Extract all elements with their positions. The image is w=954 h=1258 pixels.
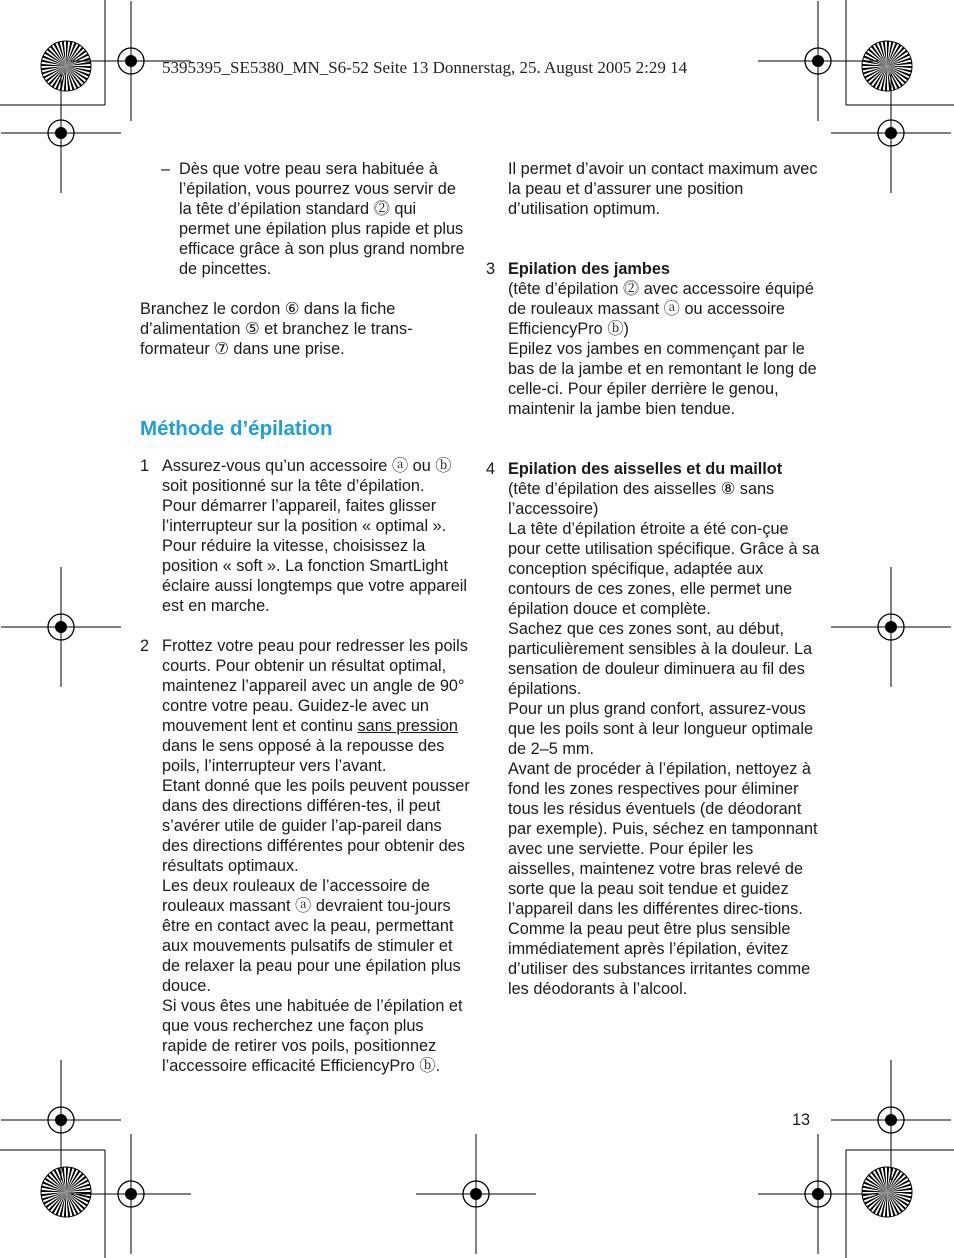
step-2-line-4: Si vous êtes une habituée de l’épilation et que vous recherchez une façon plus rapide de retirer vos poils, positionnez l’accessoire efficacité EfficiencyPro ⓑ.: [162, 997, 463, 1075]
print-slug: 5395395_SE5380_MN_S6-52 Seite 13 Donnerstag, 25. August 2005 2:29 14: [162, 58, 688, 77]
star-target-spoke: [64, 66, 66, 91]
star-target-spoke: [66, 1167, 68, 1192]
step-4-line-6: Comme la peau peut être plus sensible immédiatement après l’épilation, évitez d’utiliser des substances irritantes comme les déodorants à l’alcool.: [508, 920, 811, 998]
step-4-line-3: Sachez que ces zones sont, au début, particulièrement sensibles à la douleur. La sensation de douleur diminuera au fil des épilations.: [508, 620, 813, 698]
list-item: [140, 159, 470, 279]
step-number: 3: [486, 260, 496, 278]
step-4-line-2: La tête d’épilation étroite a été con-çue pour cette utilisation spécifique. Grâce à sa conception spécifique, adaptée aux contours de ces zones, elle permet une épilation douce et complète.: [508, 520, 820, 618]
step-4-line-5: Avant de procéder à l’épilation, nettoyez à fond les zones respectives pour éliminer tous les résidus éventuels (de déodorant par exemple). Puis, séchez en tamponnant avec une serviette. Pour épiler les aisselles, maintenez votre bras relevé de sorte que la peau soit tendue et guidez l’appareil dans les différentes direc-tions.: [508, 760, 818, 918]
plug-paragraph: Branchez le cordon ⑥ dans la fiche d’alimentation ⑤ et branchez le trans-formateur ⑦ dans une prise.: [140, 300, 413, 358]
step-2-text-b: dans le sens opposé à la repousse des poils, l’interrupteur vers l’avant.: [162, 737, 445, 775]
star-target-spoke: [885, 66, 887, 91]
step-number: 2: [140, 637, 150, 655]
star-target-spoke: [887, 66, 912, 68]
section-heading: Méthode d’épilation: [140, 417, 333, 440]
step-4-line-4: Pour un plus grand confort, assurez-vous que les poils sont à leur longueur optimale de 2–5 mm.: [508, 700, 814, 758]
dash-marker: –: [161, 160, 171, 178]
star-target-spoke: [887, 1167, 889, 1192]
step-2-line-1: [162, 636, 470, 776]
dash-item-text: Dès que votre peau sera habituée à l’épilation, vous pourrez vous servir de la tête d’épilation standard ⓶ qui permet une épilation plus rapide et plus efficace grâce à son plus grand nombre de pincettes.: [179, 160, 465, 278]
star-target-spoke: [66, 41, 68, 66]
star-target-spoke: [41, 1190, 66, 1192]
star-target-spoke: [887, 1192, 912, 1194]
star-target-spoke: [66, 66, 91, 68]
step-3-line-2: Epilez vos jambes en commençant par le bas de la jambe et en remontant le long de celle-ci. Pour épiler derrière le genou, maintenir la jambe bien tendue.: [508, 340, 817, 418]
step-4-title: Epilation des aisselles et du maillot: [508, 460, 783, 478]
left-column: [140, 159, 470, 1076]
step-1-line-2: Pour démarrer l’appareil, faites glisser l’interrupteur sur la position « optimal ». Pour réduire la vitesse, choisissez la position « soft ». La fonction SmartLight éclaire aussi longtemps que votre appareil est en marche.: [162, 497, 467, 615]
star-target-spoke: [885, 1192, 887, 1217]
step-4: [486, 459, 821, 999]
star-target-spoke: [64, 1192, 66, 1217]
step-3-title: Epilation des jambes: [508, 260, 670, 278]
step-number: 4: [486, 460, 496, 478]
step-4-line-1: (tête d’épilation des aisselles ⑧ sans l’accessoire): [508, 480, 775, 518]
star-target-spoke: [862, 64, 887, 66]
step-2: [140, 636, 470, 1076]
continuation-paragraph: Il permet d’avoir un contact maximum avec la peau et d’assurer une position d’utilisation optimum.: [508, 160, 818, 218]
step-2-line-3: Les deux rouleaux de l’accessoire de rouleaux massant ⓐ devraient tou-jours être en contact avec la peau, permettant aux mouvements pulsatifs de stimuler et de relaxer la peau pour une épilation plus douce.: [162, 877, 461, 995]
step-2-text-a: Frottez votre peau pour redresser les poils courts. Pour obtenir un résultat optimal, maintenez l’appareil avec un angle de 90° contre votre peau. Guidez-le avec un mouvement lent et continu: [162, 637, 468, 735]
star-target-spoke: [41, 64, 66, 66]
step-1-line-1: Assurez-vous qu’un accessoire ⓐ ou ⓑ soit positionné sur la tête d’épilation.: [162, 457, 452, 495]
page-number: 13: [792, 1111, 811, 1129]
star-target-spoke: [887, 41, 889, 66]
sans-pression-emphasis: sans pression: [357, 717, 458, 735]
step-2-line-2: Etant donné que les poils peuvent pousser dans des directions différen-tes, il peut s’avérer utile de guider l’ap-pareil dans des directions différentes pour obtenir des résultats optimaux.: [162, 777, 470, 875]
step-1: [140, 456, 470, 616]
step-3: [486, 259, 821, 419]
step-number: 1: [140, 457, 150, 475]
star-target-spoke: [862, 1190, 887, 1192]
step-3-line-1: (tête d’épilation ⓶ avec accessoire équipé de rouleaux massant ⓐ ou accessoire EfficiencyPro ⓑ): [508, 280, 814, 338]
right-column: [486, 159, 821, 999]
